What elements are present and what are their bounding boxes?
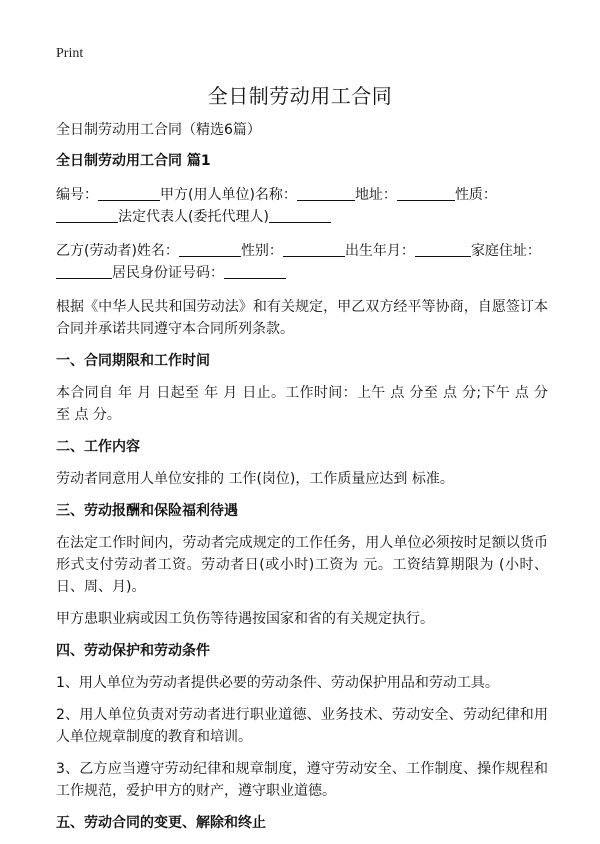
blank-birth bbox=[415, 242, 471, 257]
field-label-number: 编号： bbox=[56, 187, 98, 203]
field-label-gender: 性别： bbox=[240, 243, 283, 259]
blank-address bbox=[397, 186, 455, 201]
section-paragraph-protection-2: 2、用人单位负责对劳动者进行职业道德、业务技术、劳动安全、劳动纪律和用人单位规章制度的教育和培训。 bbox=[56, 707, 548, 745]
blank-home-address bbox=[56, 264, 112, 279]
field-label-birth: 出生年月： bbox=[344, 243, 415, 259]
document-body bbox=[56, 150, 548, 844]
section-heading-term: 一、合同期限和工作时间 bbox=[56, 353, 210, 369]
section-heading-protection: 四、劳动保护和劳动条件 bbox=[56, 643, 210, 659]
section-paragraph-pay-2: 甲方患职业病或因工负伤等待遇按国家和省的有关规定执行。 bbox=[56, 611, 434, 627]
part-heading: 全日制劳动用工合同 篇1 bbox=[56, 153, 211, 169]
field-label-party-b-name: 乙方(劳动者)姓名： bbox=[56, 243, 179, 259]
blank-party-b-name bbox=[179, 242, 241, 257]
blank-gender bbox=[283, 242, 345, 257]
document-title: 全日制劳动用工合同 bbox=[207, 84, 393, 108]
blank-party-a-name bbox=[297, 186, 355, 201]
field-label-home-address: 家庭住址： bbox=[470, 243, 541, 259]
field-label-nature: 性质： bbox=[454, 187, 497, 203]
contract-info-block-party-b bbox=[56, 240, 548, 284]
field-label-party-a-name: 甲方(用人单位)名称： bbox=[160, 187, 297, 203]
section-paragraph-pay-1: 在法定工作时间内，劳动者完成规定的工作任务，用人单位必须按时足额以货币形式支付劳动者工资。劳动者日(或小时)工资为 元。工资结算期限为 (小时、日、周、月)。 bbox=[56, 535, 548, 595]
blank-nature bbox=[56, 208, 118, 223]
blank-id-number bbox=[224, 264, 286, 279]
section-paragraph-work: 劳动者同意用人单位安排的 工作(岗位)，工作质量应达到 标准。 bbox=[56, 471, 454, 487]
section-paragraph-protection-3: 3、乙方应当遵守劳动纪律和规章制度，遵守劳动安全、工作制度、操作规程和工作规范，爱护甲方的财产，遵守职业道德。 bbox=[56, 761, 548, 799]
print-label[interactable]: Print bbox=[56, 46, 84, 61]
intro-paragraph: 根据《中华人民共和国劳动法》和有关规定，甲乙双方经平等协商，自愿签订本合同并承诺共同遵守本合同所列条款。 bbox=[56, 299, 548, 337]
section-heading-pay: 三、劳动报酬和保险福利待遇 bbox=[56, 503, 238, 519]
field-label-address: 地址： bbox=[354, 187, 397, 203]
section-paragraph-term: 本合同自 年 月 日起至 年 月 日止。工作时间：上午 点 分至 点 分;下午 点 分至 点 分。 bbox=[56, 385, 548, 423]
section-heading-work: 二、工作内容 bbox=[56, 439, 140, 455]
field-label-legal-rep: 法定代表人(委托代理人) bbox=[118, 209, 269, 225]
contract-info-block-party-a bbox=[56, 184, 548, 228]
document-subtitle: 全日制劳动用工合同（精选6篇） bbox=[56, 122, 261, 138]
section-heading-change: 五、劳动合同的变更、解除和终止 bbox=[56, 815, 266, 831]
blank-legal-rep bbox=[269, 208, 331, 223]
section-paragraph-protection-1: 1、用人单位为劳动者提供必要的劳动条件、劳动保护用品和劳动工具。 bbox=[56, 675, 499, 691]
blank-number bbox=[98, 186, 160, 201]
field-label-id-number: 居民身份证号码： bbox=[112, 265, 224, 281]
